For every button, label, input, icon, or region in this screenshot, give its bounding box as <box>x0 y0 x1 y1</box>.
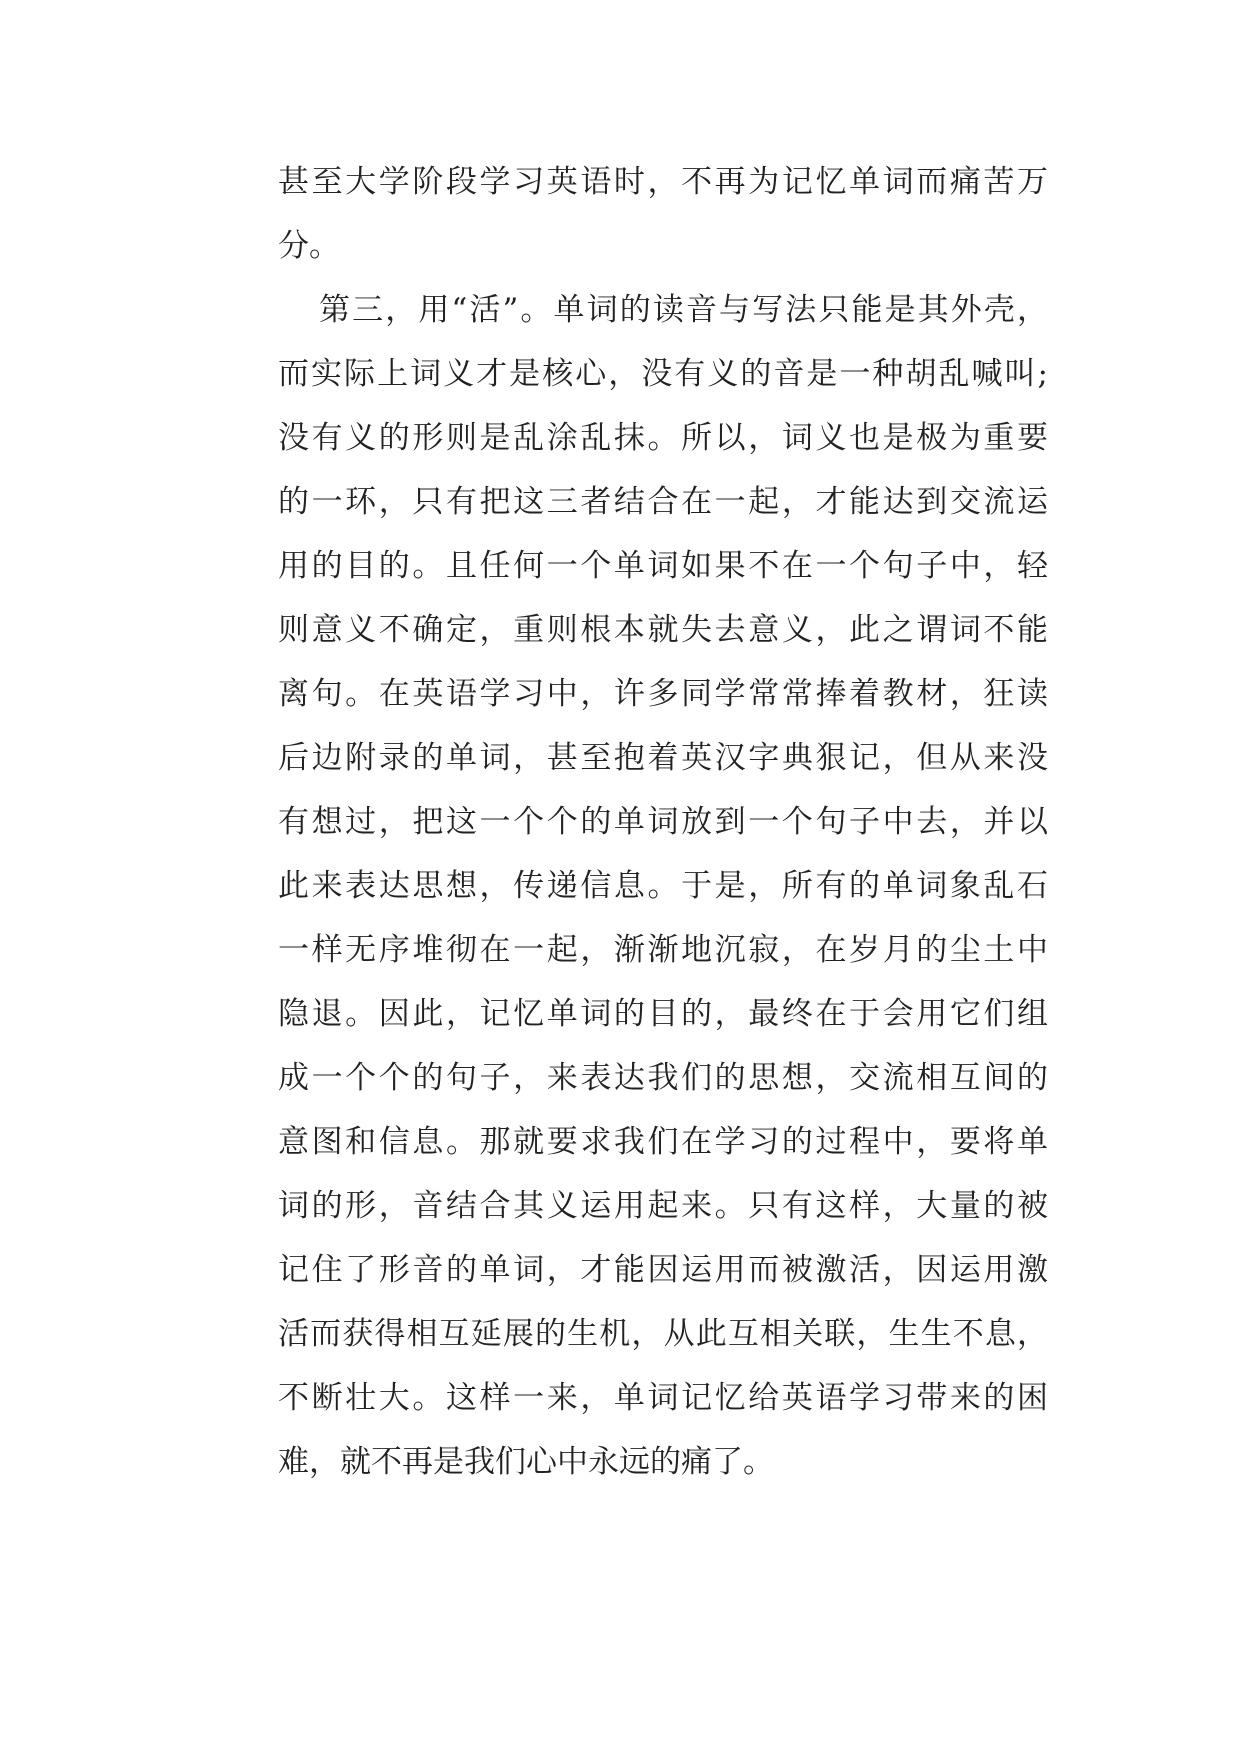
text-line: 此来表达思想，传递信息。于是，所有的单词象乱石 <box>278 868 1048 904</box>
text-line: 活而获得相互延展的生机，从此互相关联，生生不息， <box>278 1316 1048 1352</box>
text-line: 成一个个的句子，来表达我们的思想，交流相互间的 <box>278 1060 1048 1096</box>
text-line: 后边附录的单词，甚至抱着英汉字典狠记，但从来没 <box>278 740 1048 776</box>
text-line: 记住了形音的单词，才能因运用而被激活，因运用激 <box>278 1252 1048 1288</box>
text-line: 甚至大学阶段学习英语时，不再为记忆单词而痛苦万 <box>278 164 1048 200</box>
text-line: 不断壮大。这样一来，单词记忆给英语学习带来的困 <box>278 1380 1048 1416</box>
text-line: 的一环，只有把这三者结合在一起，才能达到交流运 <box>278 484 1048 520</box>
body-text <box>278 150 1048 1494</box>
text-line: 而实际上词义才是核心，没有义的音是一种胡乱喊叫; <box>278 356 1048 392</box>
text-line: 离句。在英语学习中，许多同学常常捧着教材，狂读 <box>278 676 1048 712</box>
text-line: 分。 <box>278 228 340 264</box>
text-line: 没有义的形则是乱涂乱抹。所以，词义也是极为重要 <box>278 420 1048 456</box>
text-line: 词的形，音结合其义运用起来。只有这样，大量的被 <box>278 1188 1048 1224</box>
text-line: 有想过，把这一个个的单词放到一个句子中去，并以 <box>278 804 1048 840</box>
text-line: 隐退。因此，记忆单词的目的，最终在于会用它们组 <box>278 996 1048 1032</box>
text-line: 难，就不再是我们心中永远的痛了。 <box>278 1444 774 1480</box>
text-line: 意图和信息。那就要求我们在学习的过程中，要将单 <box>278 1124 1048 1160</box>
text-line: 用的目的。且任何一个单词如果不在一个句子中，轻 <box>278 548 1048 584</box>
text-line: 则意义不确定，重则根本就失去意义，此之谓词不能 <box>278 612 1048 648</box>
text-line: 一样无序堆彻在一起，渐渐地沉寂，在岁月的尘土中 <box>278 932 1048 968</box>
paragraph-first-line: 第三，用“活”。单词的读音与写法只能是其外壳， <box>319 292 1048 328</box>
